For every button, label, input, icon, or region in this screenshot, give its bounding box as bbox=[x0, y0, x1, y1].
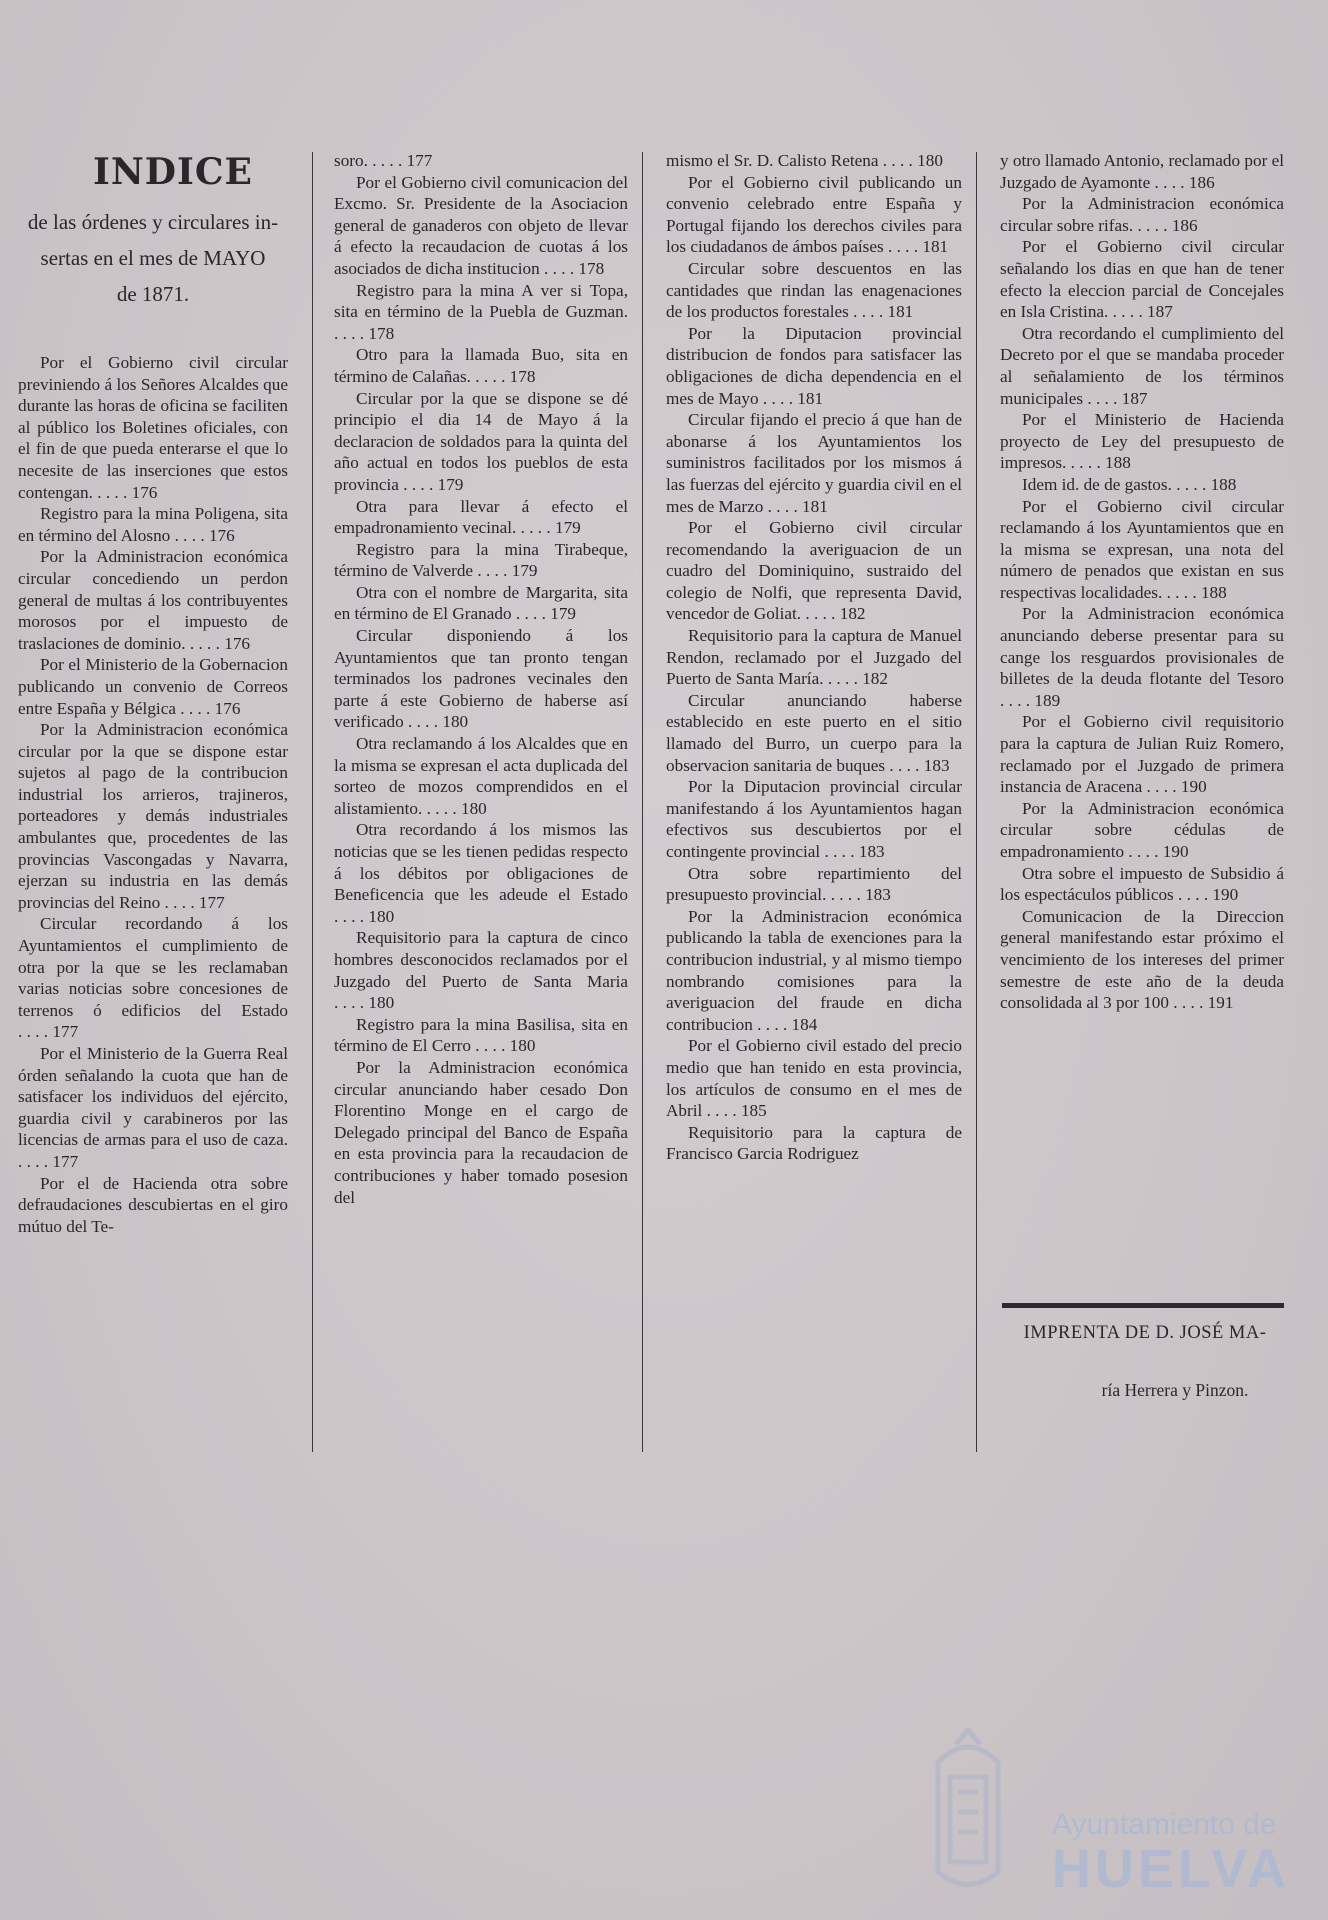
entry-text: Por la Diputacion provincial distribucion de fondos para satisfacer las obligaciones de dicha dependencia en el mes de Mayo bbox=[666, 323, 962, 408]
entry-text: Por la Administracion económica publicando la tabla de exenciones para la contribucion industrial, y al mismo tiempo nombrando comisiones para la averiguacion del fraude en dicha contribucion bbox=[666, 906, 962, 1034]
entry-page-number: . . . . 176 bbox=[170, 525, 235, 545]
entry-text: Por la Administracion económica anunciando deberse presentar para su cange los resguardos provisionales de billetes de la deuda flotante del Tesoro bbox=[1000, 604, 1284, 689]
entry-page-number: . . . . 180 bbox=[334, 906, 395, 926]
index-entry bbox=[18, 719, 288, 913]
index-entry bbox=[666, 258, 962, 323]
entry-page-number: . . . . 190 bbox=[1142, 777, 1207, 797]
entry-page-number: . . . . 182 bbox=[823, 669, 888, 689]
imprint-line-2: ría Herrera y Pinzon. bbox=[1101, 1380, 1249, 1400]
entry-text: mismo el Sr. D. Calisto Retena bbox=[666, 151, 879, 170]
entry-text: Por el de Hacienda otra sobre defraudaciones descubiertas en el giro mútuo del Te- bbox=[18, 1173, 288, 1236]
entry-page-number: . . . . 180 bbox=[470, 1036, 536, 1056]
index-entry bbox=[334, 150, 628, 172]
entry-page-number: . . . . 178 bbox=[470, 366, 536, 386]
entry-text: Otra reclamando á los Alcaldes que en la misma se expresan el acta duplicada del sorteo de mozos comprendidos en el alistamiento. bbox=[334, 734, 628, 818]
index-entry bbox=[1000, 798, 1284, 863]
index-entry bbox=[1000, 496, 1284, 604]
index-entry bbox=[666, 517, 962, 625]
index-entry bbox=[18, 546, 288, 654]
entry-page-number: . . . . 179 bbox=[511, 604, 576, 624]
index-entry bbox=[334, 496, 628, 539]
index-entry bbox=[334, 280, 628, 345]
entry-text: Idem id. de de gastos. bbox=[1022, 474, 1172, 494]
entry-text: Registro para la mina A ver si Topa, sita en término de la Puebla de Guzman. bbox=[334, 280, 628, 322]
entry-page-number: . . . . 181 bbox=[883, 237, 949, 257]
column-1 bbox=[18, 150, 288, 1237]
entry-page-number: . . . . 178 bbox=[334, 323, 395, 343]
entry-text: Circular sobre descuentos en las cantidades que rindan las enagenaciones de los productos forestales bbox=[666, 258, 962, 322]
title-block bbox=[18, 150, 288, 312]
entry-text: Requisitorio para la captura de Francisco Garcia Rodriguez bbox=[666, 1122, 962, 1164]
index-entry bbox=[334, 582, 628, 625]
entry-page-number: . . . . 180 bbox=[334, 993, 395, 1013]
index-entry bbox=[1000, 603, 1284, 711]
entry-text: Por el Gobierno civil circular reclamando á los Ayuntamientos que en la misma se expresan, una nota del número de penados que existan en sus respectivas localidades. bbox=[1000, 496, 1284, 602]
entry-page-number: . . . . 188 bbox=[1162, 582, 1227, 602]
entry-page-number: . . . . 191 bbox=[1168, 993, 1234, 1013]
entry-text: Por el Gobierno civil requisitorio para la captura de Julian Ruiz Romero, reclamado por el Juzgado de primera instancia de Aracena bbox=[1000, 712, 1284, 797]
index-entry bbox=[666, 409, 962, 517]
index-entry bbox=[1000, 193, 1284, 236]
entry-text: Circular por la que se dispone se dé principio el dia 14 de Mayo á la declaracion de soldados para la quinta del año actual en todos los pueblos de esta provincia bbox=[334, 388, 628, 494]
index-entry bbox=[18, 654, 288, 719]
entry-text: Por el Gobierno civil comunicacion del Excmo. Sr. Presidente de la Asociacion general de ganaderos con objeto de llevar á efecto la recaudacion de cuotas á los asociados de dicha institucion bbox=[334, 172, 628, 278]
index-entry bbox=[666, 1035, 962, 1121]
entry-text: Circular recordando á los Ayuntamientos el cumplimiento de otra por la que se les reclamaban varias noticias sobre concesiones de terrenos ó edificios del Estado bbox=[18, 914, 288, 1020]
entry-page-number: . . . . 183 bbox=[826, 885, 891, 905]
entries-col-1 bbox=[18, 352, 288, 1237]
entry-page-number: . . . . 181 bbox=[848, 302, 914, 322]
column-2 bbox=[334, 150, 628, 1208]
entry-page-number: . . . . 180 bbox=[878, 151, 943, 170]
entry-page-number: . . . . 179 bbox=[473, 561, 538, 581]
entry-text: Por la Administracion económica circular sobre rifas. bbox=[1000, 194, 1284, 235]
entry-text: Comunicacion de la Direccion general manifestando estar próximo el vencimiento de los intereses del primer semestre de este año de la deuda consolidada al 3 por 100 bbox=[1000, 906, 1284, 1013]
entry-text: Otro para la llamada Buo, sita en término de Calañas. bbox=[334, 345, 628, 386]
index-entry bbox=[334, 819, 628, 927]
index-entry bbox=[666, 690, 962, 776]
entry-page-number: . . . . 184 bbox=[752, 1014, 818, 1034]
entry-page-number: . . . . 177 bbox=[160, 892, 225, 912]
entry-page-number: . . . . 187 bbox=[1108, 302, 1173, 322]
entries-col-4 bbox=[1000, 150, 1284, 1014]
entry-text: Requisitorio para la captura de cinco hombres desconocidos reclamados por el Juzgado del Puerto de Santa Maria bbox=[334, 928, 628, 991]
column-rule bbox=[312, 152, 313, 1452]
entry-page-number: . . . . 176 bbox=[175, 698, 241, 718]
entry-text: Por el Ministerio de Hacienda proyecto de Ley del presupuesto de impresos. bbox=[1000, 410, 1284, 473]
subtitle-line-3: de 1871. bbox=[116, 282, 190, 306]
index-entry bbox=[1000, 474, 1284, 496]
index-entry bbox=[666, 323, 962, 409]
column-rule bbox=[642, 152, 643, 1452]
entry-text: Otra con el nombre de Margarita, sita en término de El Granado bbox=[334, 582, 628, 624]
entry-page-number: . . . . 179 bbox=[398, 474, 464, 494]
entry-page-number: . . . . 182 bbox=[801, 604, 866, 624]
entry-page-number: . . . . 186 bbox=[1133, 215, 1198, 235]
watermark-text-1: Ayuntamiento de bbox=[1052, 1808, 1277, 1841]
entry-text: Requisitorio para la captura de Manuel Rendon, reclamado por el Juzgado del Puerto de Santa María. bbox=[666, 626, 962, 689]
imprint-separator bbox=[1002, 1303, 1284, 1308]
entry-text: Por la Administracion económica circular sobre cédulas de empadronamiento bbox=[1000, 798, 1284, 861]
entry-text: Por el Ministerio de la Guerra Real órden señalando la cuota que han de satisfacer los individuos del ejército, guardia civil y carabineros por las licencias de armas para el uso de caza. bbox=[18, 1044, 288, 1150]
entry-page-number: . . . . 177 bbox=[367, 151, 433, 170]
entry-text: Otra sobre repartimiento del presupuesto provincial. bbox=[666, 863, 962, 905]
entry-page-number: . . . . 176 bbox=[92, 482, 158, 502]
watermark-text-2: HUELVA bbox=[1052, 1839, 1290, 1899]
entries-col-2 bbox=[334, 150, 628, 1208]
entry-page-number: . . . . 190 bbox=[1124, 842, 1189, 861]
entry-page-number: . . . . 183 bbox=[820, 842, 885, 861]
index-entry bbox=[1000, 863, 1284, 906]
index-entry bbox=[666, 863, 962, 906]
imprint-line-1: IMPRENTA DE D. JOSÉ MA- bbox=[1023, 1323, 1267, 1343]
index-entry bbox=[18, 1043, 288, 1173]
entry-text: Otra recordando á los mismos las noticias que se les tienen pedidas respecto á los débitos por obligaciones de Beneficencia que les adeude el Estado bbox=[334, 820, 628, 905]
entry-text: Registro para la mina Basilisa, sita en término de El Cerro bbox=[334, 1014, 628, 1056]
index-entry bbox=[18, 503, 288, 546]
entry-page-number: . . . . 185 bbox=[702, 1101, 767, 1121]
index-entry bbox=[1000, 906, 1284, 1014]
entry-text: soro. bbox=[334, 151, 368, 170]
entry-text: Circular disponiendo á los Ayuntamientos que tan pronto tengan terminados los padrones vecinales den parte á este Gobierno de haberse así verificado bbox=[334, 626, 628, 732]
index-entry bbox=[334, 539, 628, 582]
column-4 bbox=[1000, 150, 1284, 1014]
subtitle-line-1: de las órdenes y circulares in- bbox=[27, 210, 279, 234]
index-entry bbox=[334, 1057, 628, 1208]
entry-text: Por el Gobierno civil circular recomendando la averiguacion de un cuadro del Dominiquino, sustraido del colegio de Nolfi, que representa David, vencedor de Goliat. bbox=[666, 518, 962, 624]
entry-page-number: . . . . 188 bbox=[1066, 453, 1131, 473]
entry-page-number: . . . . 186 bbox=[1150, 172, 1215, 192]
index-entry bbox=[666, 906, 962, 1036]
column-rule bbox=[976, 152, 977, 1452]
entry-page-number: . . . . 190 bbox=[1173, 885, 1239, 905]
index-entry bbox=[18, 913, 288, 1043]
index-entry bbox=[334, 927, 628, 1013]
index-entry bbox=[666, 625, 962, 690]
entry-page-number: . . . . 180 bbox=[422, 798, 487, 818]
entry-text: Por el Gobierno civil estado del precio medio que han tenido en esta provincia, los artículos de consumo en el mes de Abril bbox=[666, 1036, 962, 1121]
entry-page-number: . . . . 187 bbox=[1083, 388, 1148, 408]
column-3 bbox=[666, 150, 962, 1165]
index-title: INDICE bbox=[93, 151, 253, 193]
index-entry bbox=[334, 344, 628, 387]
index-entry bbox=[18, 352, 288, 503]
index-entry bbox=[334, 733, 628, 819]
index-entry bbox=[334, 1014, 628, 1057]
entry-page-number: . . . . 180 bbox=[403, 712, 469, 732]
entry-page-number: . . . . 178 bbox=[539, 258, 605, 278]
entry-text: Por la Administracion económica circular por la que se dispone estar sujetos al pago de la contribucion industrial los arrieros, trajineros, porteadores y demás industriales ambulantes que, procedentes de las provincias Vascongadas y Navarra, ejerzan su industria en las demás provincias del Reino bbox=[18, 720, 288, 912]
entry-text: Por la Administracion económica circular concediendo un perdon general de multas á los contribuyentes morosos por el impuesto de traslaciones de dominio. bbox=[18, 547, 288, 653]
entry-text: Por el Ministerio de la Gobernacion publicando un convenio de Correos entre España y Bélgica bbox=[18, 655, 288, 718]
index-entry bbox=[334, 172, 628, 280]
index-entry bbox=[18, 1173, 288, 1238]
entry-text: Otra sobre el impuesto de Subsidio á los espectáculos públicos bbox=[1000, 863, 1284, 905]
entry-page-number: . . . . 181 bbox=[763, 496, 828, 516]
index-entry bbox=[666, 172, 962, 258]
index-entry bbox=[666, 776, 962, 862]
entry-text: Circular anunciando haberse establecido en este puerto en el sitio llamado del Burro, un cuerpo para la observacion sanitaria de buques bbox=[666, 690, 962, 775]
index-entry bbox=[666, 150, 962, 172]
entry-text: Por el Gobierno civil publicando un convenio celebrado entre España y Portugal fijando los derechos civiles para los ciudadanos de ámbos países bbox=[666, 172, 962, 257]
index-entry bbox=[1000, 236, 1284, 322]
entry-text: y otro llamado Antonio, reclamado por el Juzgado de Ayamonte bbox=[1000, 151, 1284, 192]
index-entry bbox=[666, 1122, 962, 1165]
entry-text: Circular fijando el precio á que han de abonarse á los Ayuntamientos los suministros facilitados por los mismos á las fuerzas del ejército y guardia civil en el mes de Marzo bbox=[666, 410, 962, 516]
entry-text: Otra para llevar á efecto el empadronamiento vecinal. bbox=[334, 496, 628, 538]
index-entry bbox=[1000, 409, 1284, 474]
entry-page-number: . . . . 177 bbox=[18, 1022, 79, 1042]
entries-col-3 bbox=[666, 150, 962, 1165]
entry-text: Por la Administracion económica circular anunciando haber cesado Don Florentino Monge en el cargo de Delegado principal del Banco de España en esta provincia para la recaudacion de contribuciones y haber tomado posesion del bbox=[334, 1057, 628, 1207]
entry-page-number: . . . . 176 bbox=[185, 633, 250, 653]
entry-page-number: . . . . 181 bbox=[758, 388, 824, 408]
entry-text: Por el Gobierno civil circular señalando los dias en que han de tener efecto la eleccion parcial de Concejales en Isla Cristina. bbox=[1000, 237, 1284, 322]
entry-text: Otra recordando el cumplimiento del Decreto por el que se mandaba proceder al señalamiento de los términos municipales bbox=[1000, 323, 1284, 408]
entry-text: Por el Gobierno civil circular previniendo á los Señores Alcaldes que durante las horas de oficina se faciliten al público los Boletines oficiales, con el fin de que pueda enterarse el que lo necesite de las inserciones que estos contengan. bbox=[18, 353, 288, 502]
index-entry bbox=[334, 625, 628, 733]
index-entry bbox=[1000, 711, 1284, 797]
index-entry bbox=[1000, 323, 1284, 409]
entry-page-number: . . . . 179 bbox=[516, 518, 581, 538]
entry-page-number: . . . . 188 bbox=[1171, 474, 1237, 494]
entry-text: Por la Diputacion provincial circular manifestando á los Ayuntamientos hagan efectivos sus descubiertos por el contingente provincial bbox=[666, 777, 962, 861]
entry-page-number: . . . . 189 bbox=[1000, 690, 1061, 710]
subtitle-line-2: sertas en el mes de MAYO bbox=[40, 246, 266, 270]
entry-text: Registro para la mina Poligena, sita en término del Alosno bbox=[18, 504, 288, 545]
entry-page-number: . . . . 183 bbox=[885, 755, 950, 775]
entry-page-number: . . . . 177 bbox=[18, 1151, 79, 1171]
index-entry bbox=[334, 388, 628, 496]
entry-text: Registro para la mina Tirabeque, término de Valverde bbox=[334, 539, 628, 581]
index-entry bbox=[1000, 150, 1284, 193]
